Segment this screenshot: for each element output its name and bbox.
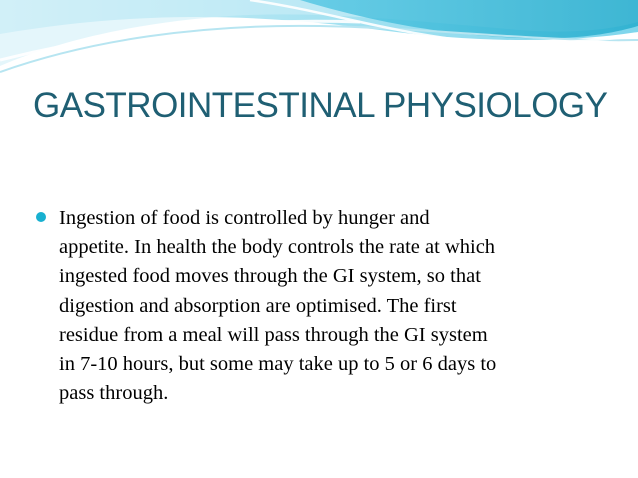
slide-title: GASTROINTESTINAL PHYSIOLOGY — [33, 86, 608, 125]
bullet-line: Ingestion of food is controlled by hunger and — [59, 207, 430, 229]
bullet-dot-icon — [36, 212, 46, 222]
bullet-line: ingested food moves through the GI system, so that — [59, 265, 481, 288]
header-wave-decoration — [0, 0, 638, 80]
bullet-text — [36, 204, 611, 408]
bullet-line: in 7-10 hours, but some may take up to 5 or 6 days to — [59, 353, 497, 376]
bullet-line: appetite. In health the body controls the rate at which — [59, 236, 496, 259]
bullet-item — [36, 204, 611, 408]
bullet-line: pass through. — [59, 382, 169, 405]
bullet-line: residue from a meal will pass through the GI system — [59, 323, 488, 346]
bullet-line: digestion and absorption are optimised. The first — [59, 294, 457, 317]
